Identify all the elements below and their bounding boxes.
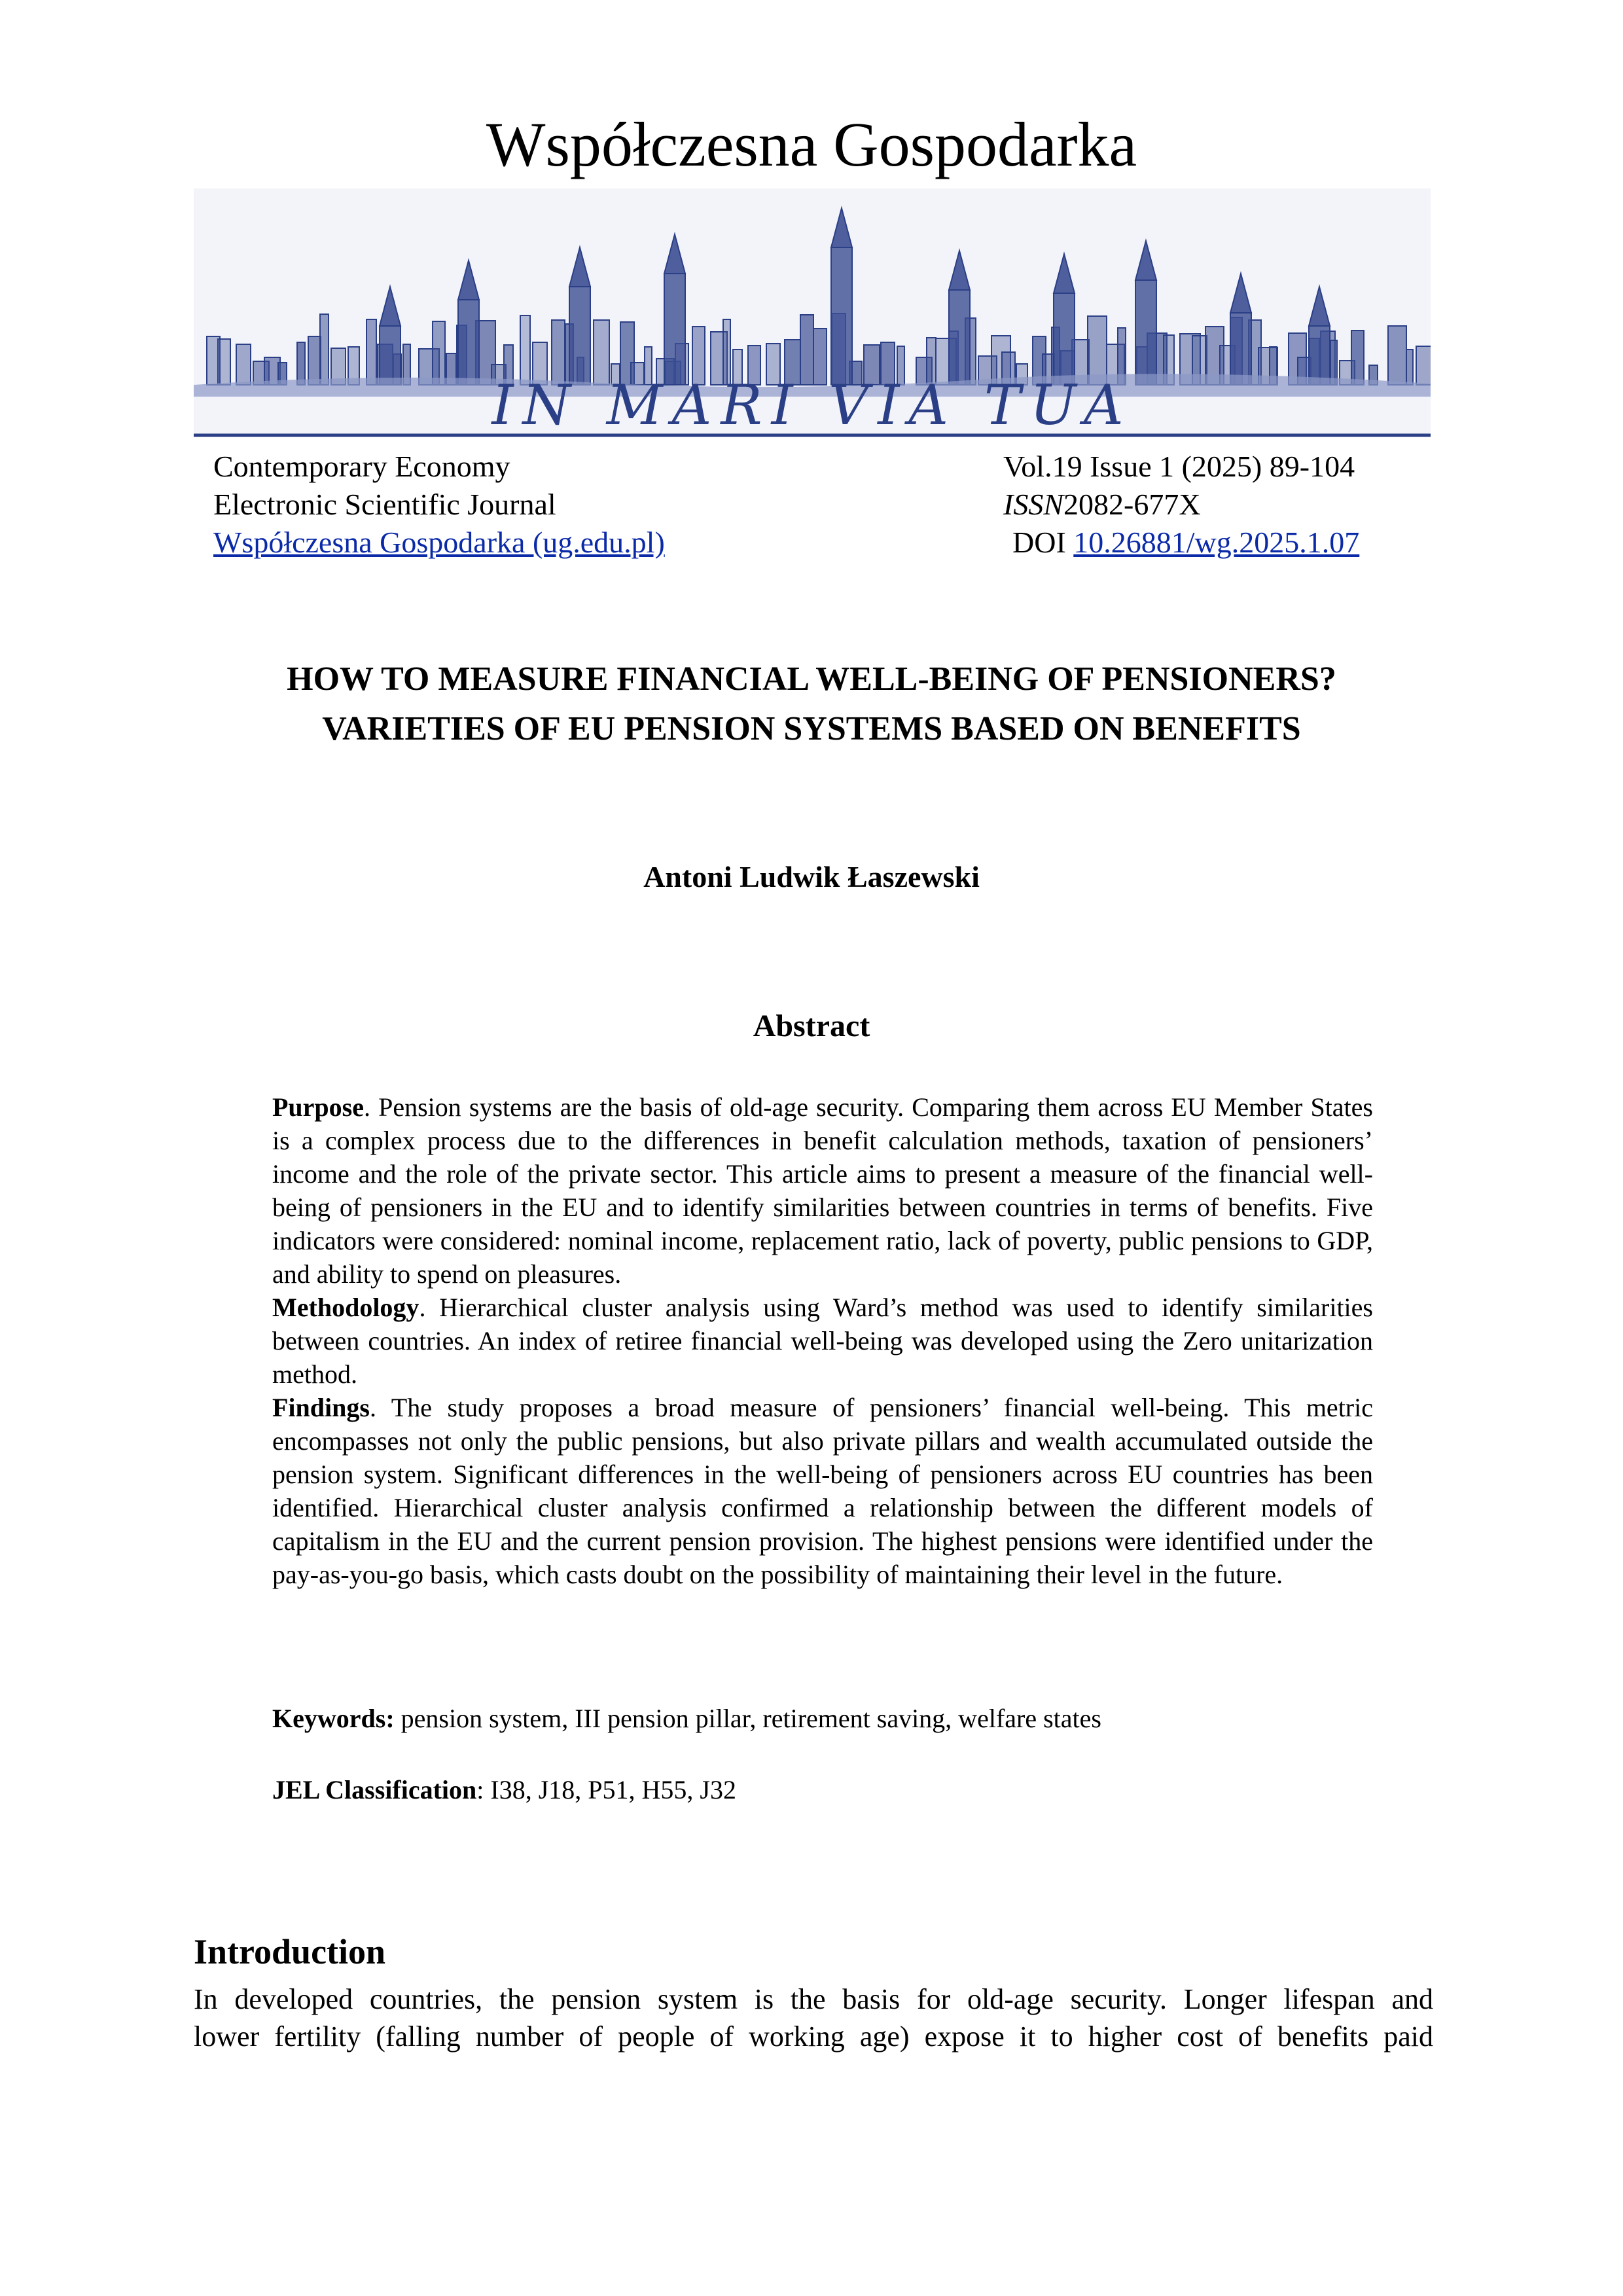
cityscape-illustration <box>194 188 1431 437</box>
introduction-line-2: lower fertility (falling number of people of working age) expose it to higher cost of benefits paid <box>194 2020 1433 2053</box>
skyline-tower <box>1309 326 1330 385</box>
skyline-building <box>1351 331 1364 385</box>
skyline-tower <box>1230 313 1251 385</box>
doi-link[interactable]: 10.26881/wg.2025.1.07 <box>1073 526 1360 559</box>
journal-english-name: Contemporary Economy <box>213 450 510 483</box>
volume-issue: Vol.19 Issue 1 (2025) 89-104 <box>1003 450 1355 483</box>
keywords-text: pension system, III pension pillar, retirement saving, welfare states <box>394 1704 1101 1733</box>
skyline-building <box>320 314 329 385</box>
findings-text: . The study proposes a broad measure of pensioners’ financial well-being. This metric encompasses not only the public pensions, but also private pillars and wealth accumulated outside the pension system. Significant differences in the well-being of pensioners across EU countries has been identified. Hierarchical cluster analysis confirmed a relationship between the different models of capitalism in the EU and the current pension provision. The highest pensions were identified under the pay-as-you-go basis, which casts doubt on the possibility of maintaining their level in the future. <box>272 1393 1373 1589</box>
keywords <box>272 1702 1373 1735</box>
abstract-findings <box>272 1391 1373 1591</box>
methodology-label: Methodology <box>272 1293 419 1322</box>
abstract-purpose <box>272 1090 1373 1291</box>
article-title <box>0 655 1623 754</box>
skyline-building <box>433 321 445 385</box>
keywords-label: Keywords: <box>272 1704 395 1733</box>
abstract-body <box>272 1090 1373 1591</box>
article-title-line-2: VARIETIES OF EU PENSION SYSTEMS BASED ON BENEFITS <box>322 710 1301 747</box>
purpose-label: Purpose <box>272 1092 364 1122</box>
purpose-text: . Pension systems are the basis of old-age security. Comparing them across EU Member States is a complex process due to the differences in benefit calculation methods, taxation of pensioners’ income and the role of the private sector. This article aims to present a measure of the financial well-being of pensioners in the EU and to identify similarities between countries in terms of benefits. Five indicators were considered: nominal income, replacement ratio, lack of poverty, public pensions to GDP, and ability to spend on pleasures. <box>272 1092 1373 1289</box>
skyline-building <box>218 339 230 385</box>
journal-info-right <box>1003 448 1359 562</box>
jel-classification <box>272 1773 1373 1806</box>
issn <box>1003 486 1359 524</box>
findings-label: Findings <box>272 1393 370 1422</box>
author-name: Antoni Ludwik Łaszewski <box>643 860 980 893</box>
issn-label: ISSN <box>1003 488 1063 521</box>
journal-title: Współczesna Gospodarka <box>486 109 1137 179</box>
skyline-building <box>366 319 376 385</box>
introduction-heading: Introduction <box>194 1932 386 1971</box>
skyline-building <box>236 344 251 385</box>
journal-homepage-link[interactable]: Współczesna Gospodarka (ug.edu.pl) <box>213 526 665 559</box>
doi <box>1003 524 1359 562</box>
issn-value: 2082-677X <box>1063 488 1201 521</box>
doi-label: DOI <box>1012 526 1074 559</box>
skyline-tower <box>1135 280 1156 385</box>
jel-label: JEL Classification <box>272 1775 477 1804</box>
introduction-body <box>194 1981 1433 2055</box>
skyline-tower <box>569 287 590 385</box>
methodology-text: . Hierarchical cluster analysis using Ward’s method was used to identify similarities between countries. An index of retiree financial well-being was developed using the Zero unitarization method. <box>272 1293 1373 1389</box>
journal-banner-cityscape <box>194 188 1431 437</box>
skyline-tower <box>1054 293 1075 385</box>
skyline-tower <box>664 274 685 385</box>
skyline-building <box>297 342 305 385</box>
skyline-building <box>308 336 321 385</box>
skyline-tower <box>831 247 852 385</box>
abstract-methodology <box>272 1291 1373 1391</box>
article-title-line-1: HOW TO MEASURE FINANCIAL WELL-BEING OF PENSIONERS? <box>287 660 1336 698</box>
skyline-tower <box>458 300 479 385</box>
journal-info-left <box>213 448 665 562</box>
journal-type: Electronic Scientific Journal <box>213 488 556 521</box>
introduction-line-1: In developed countries, the pension system is the basis for old-age security. Longer lifespan and <box>194 1983 1433 2015</box>
banner-motto: IN MARI VIA TUA <box>491 373 1133 437</box>
abstract-heading: Abstract <box>753 1009 870 1043</box>
skyline-tower <box>380 326 401 385</box>
skyline-building <box>1388 326 1406 385</box>
skyline-building <box>1416 346 1431 385</box>
jel-text: : I38, J18, P51, H55, J32 <box>476 1775 736 1804</box>
skyline-tower <box>949 290 970 385</box>
skyline-building <box>1406 350 1413 385</box>
